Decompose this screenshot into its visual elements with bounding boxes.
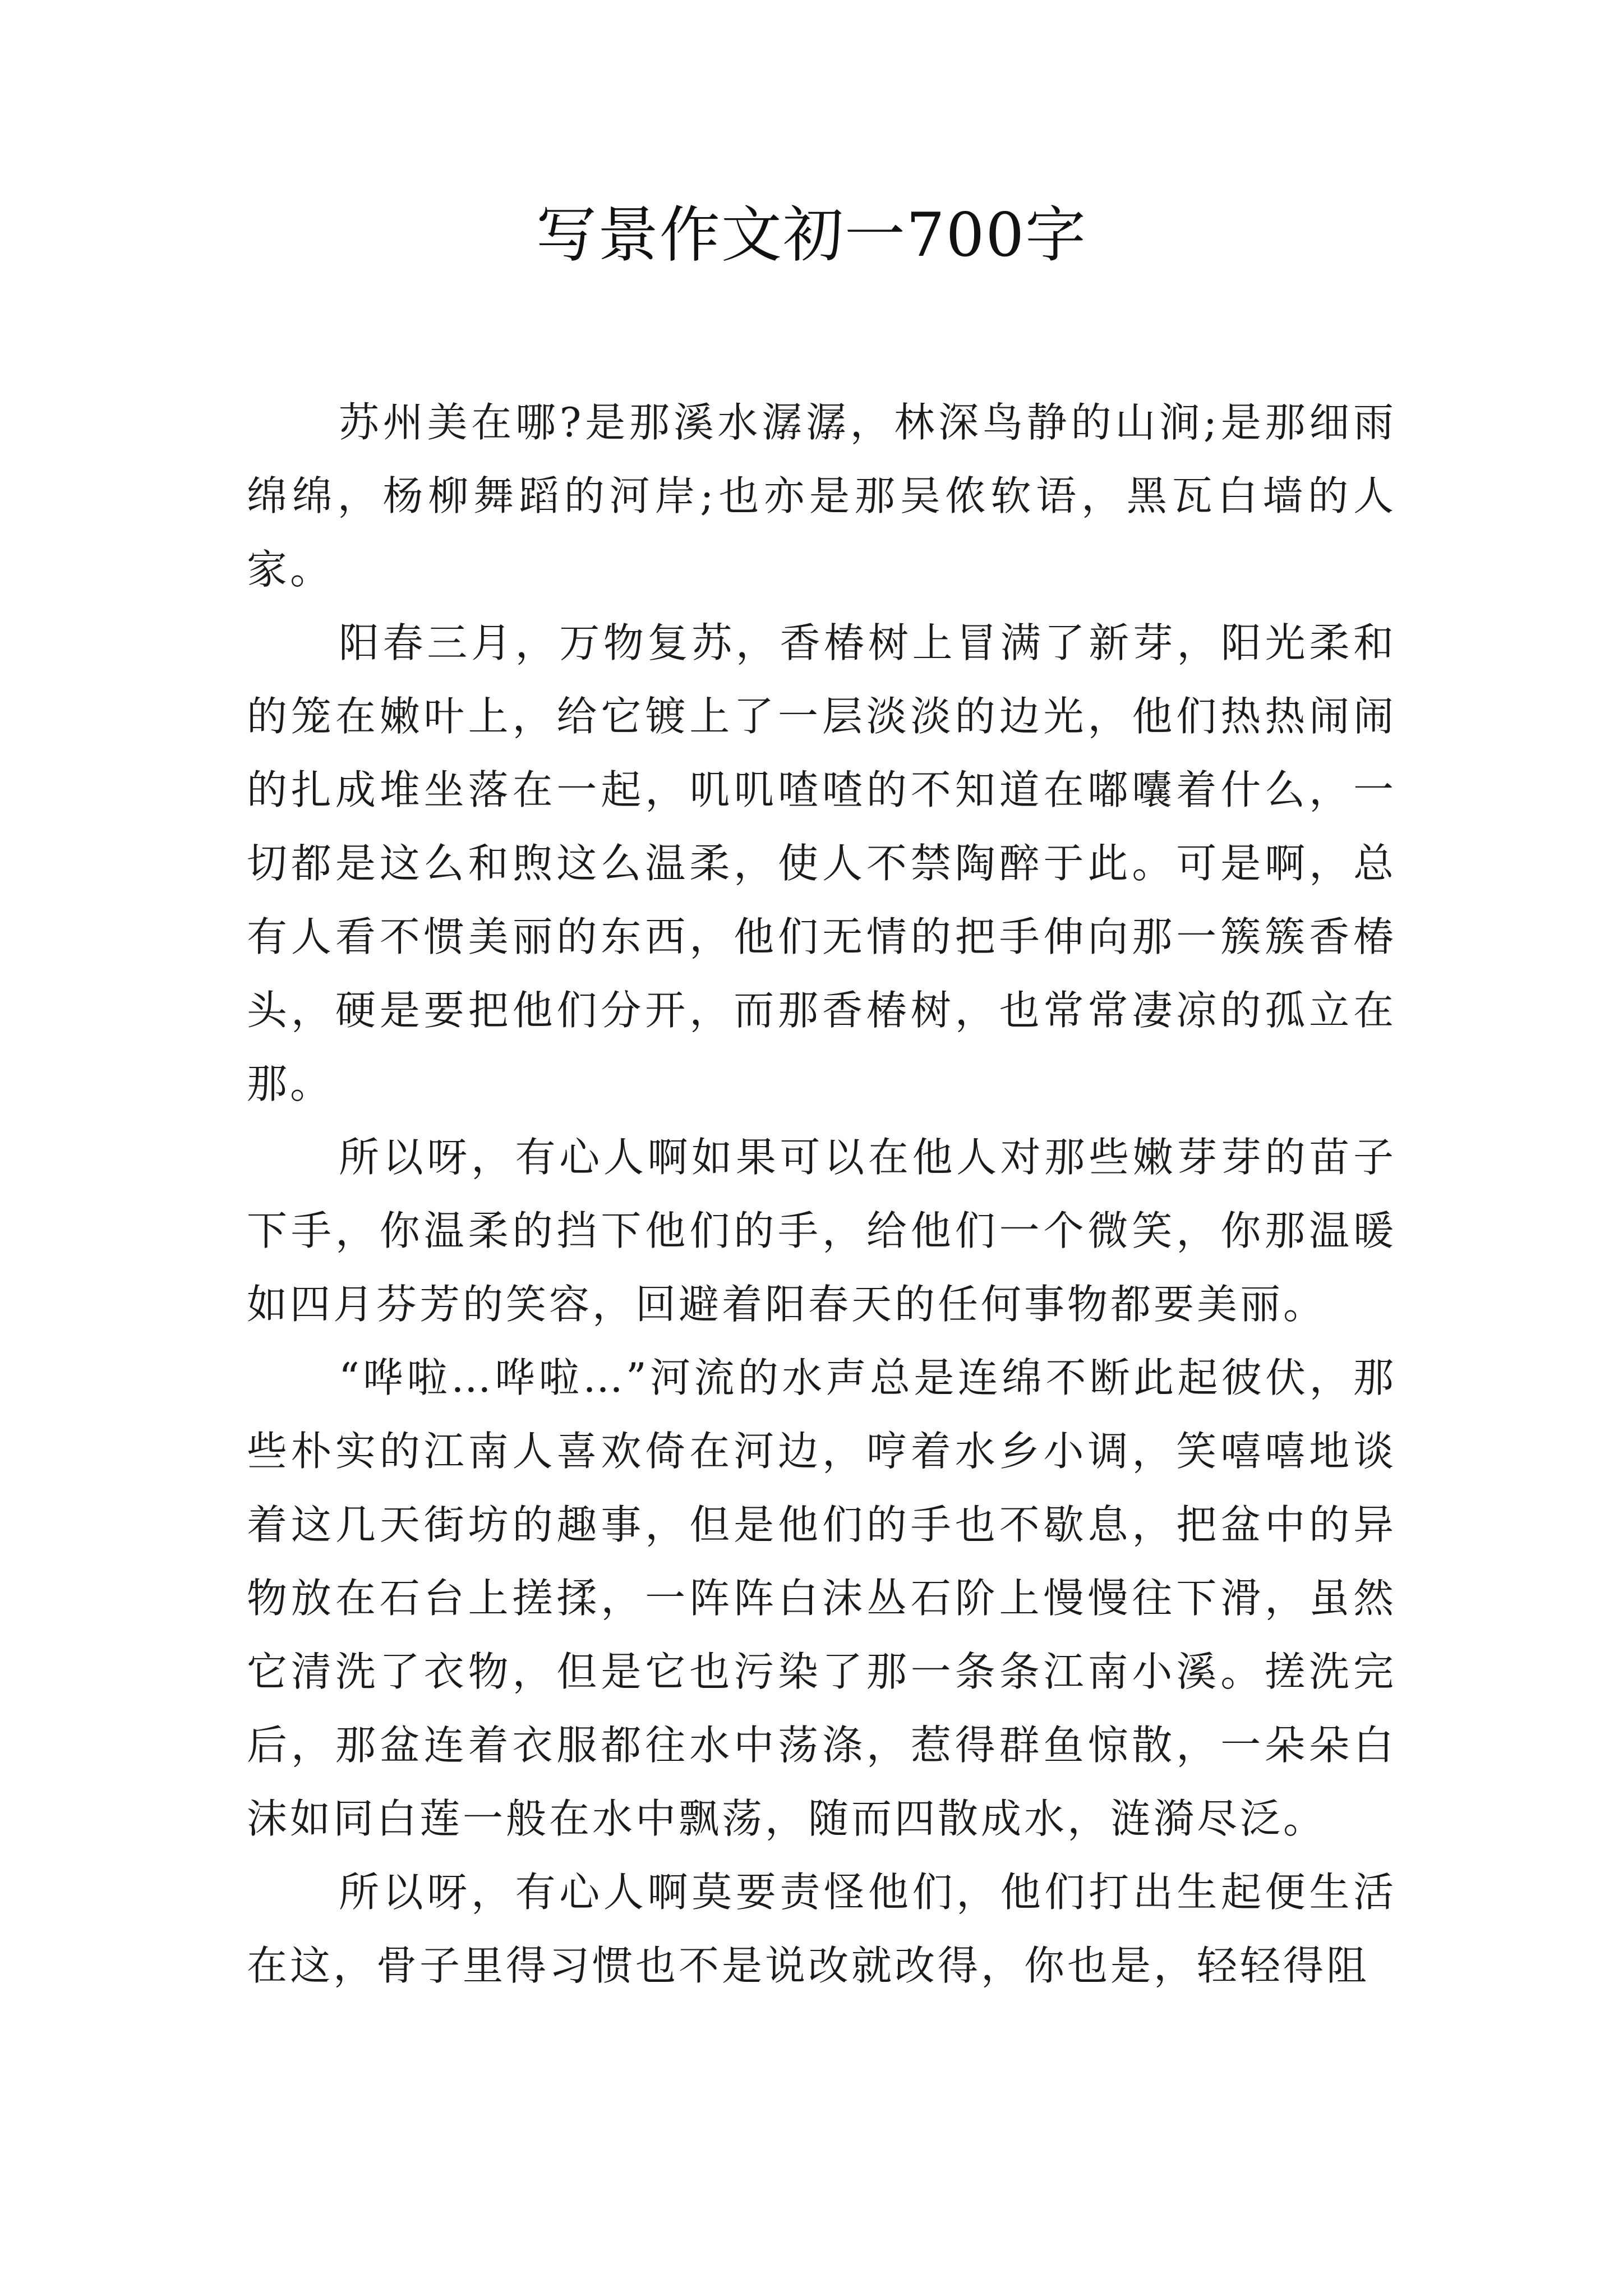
document-body [247,386,1396,2003]
paragraph: 阳春三月，万物复苏，香椿树上冒满了新芽，阳光柔和的笼在嫩叶上，给它镀上了一层淡淡的边光，他们热热闹闹的扎成堆坐落在一起，叽叽喳喳的不知道在嘟囔着什么，一切都是这么和煦这么温柔，使人不禁陶醉于此。可是啊，总有人看不惯美丽的东西，他们无情的把手伸向那一簇簇香椿头，硬是要把他们分开，而那香椿树，也常常凄凉的孤立在那。 [247,619,1396,1107]
document-title: 写景作文初一700字 [536,200,1087,270]
paragraph: “哗啦…哗啦…”河流的水声总是连绵不断此起彼伏，那些朴实的江南人喜欢倚在河边，哼着水乡小调，笑嘻嘻地谈着这几天街坊的趣事，但是他们的手也不歇息，把盆中的异物放在石台上搓揉，一阵阵白沫丛石阶上慢慢往下滑，虽然它清洗了衣物，但是它也污染了那一条条江南小溪。搓洗完后，那盆连着衣服都往水中荡涤，惹得群鱼惊散，一朵朵白沫如同白莲一般在水中飘荡，随而四散成水，涟漪尽泛。 [247,1354,1396,1842]
paragraph: 苏州美在哪?是那溪水潺潺，林深鸟静的山涧;是那细雨绵绵，杨柳舞蹈的河岸;也亦是那吴侬软语，黑瓦白墙的人家。 [247,399,1396,593]
paragraph: 所以呀，有心人啊莫要责怪他们，他们打出生起便生活在这，骨子里得习惯也不是说改就改得，你也是，轻轻得阻 [247,1869,1396,1989]
paragraph: 所以呀，有心人啊如果可以在他人对那些嫩芽芽的苗子下手，你温柔的挡下他们的手，给他们一个微笑，你那温暖如四月芬芳的笑容，回避着阳春天的任何事物都要美丽。 [247,1134,1396,1328]
